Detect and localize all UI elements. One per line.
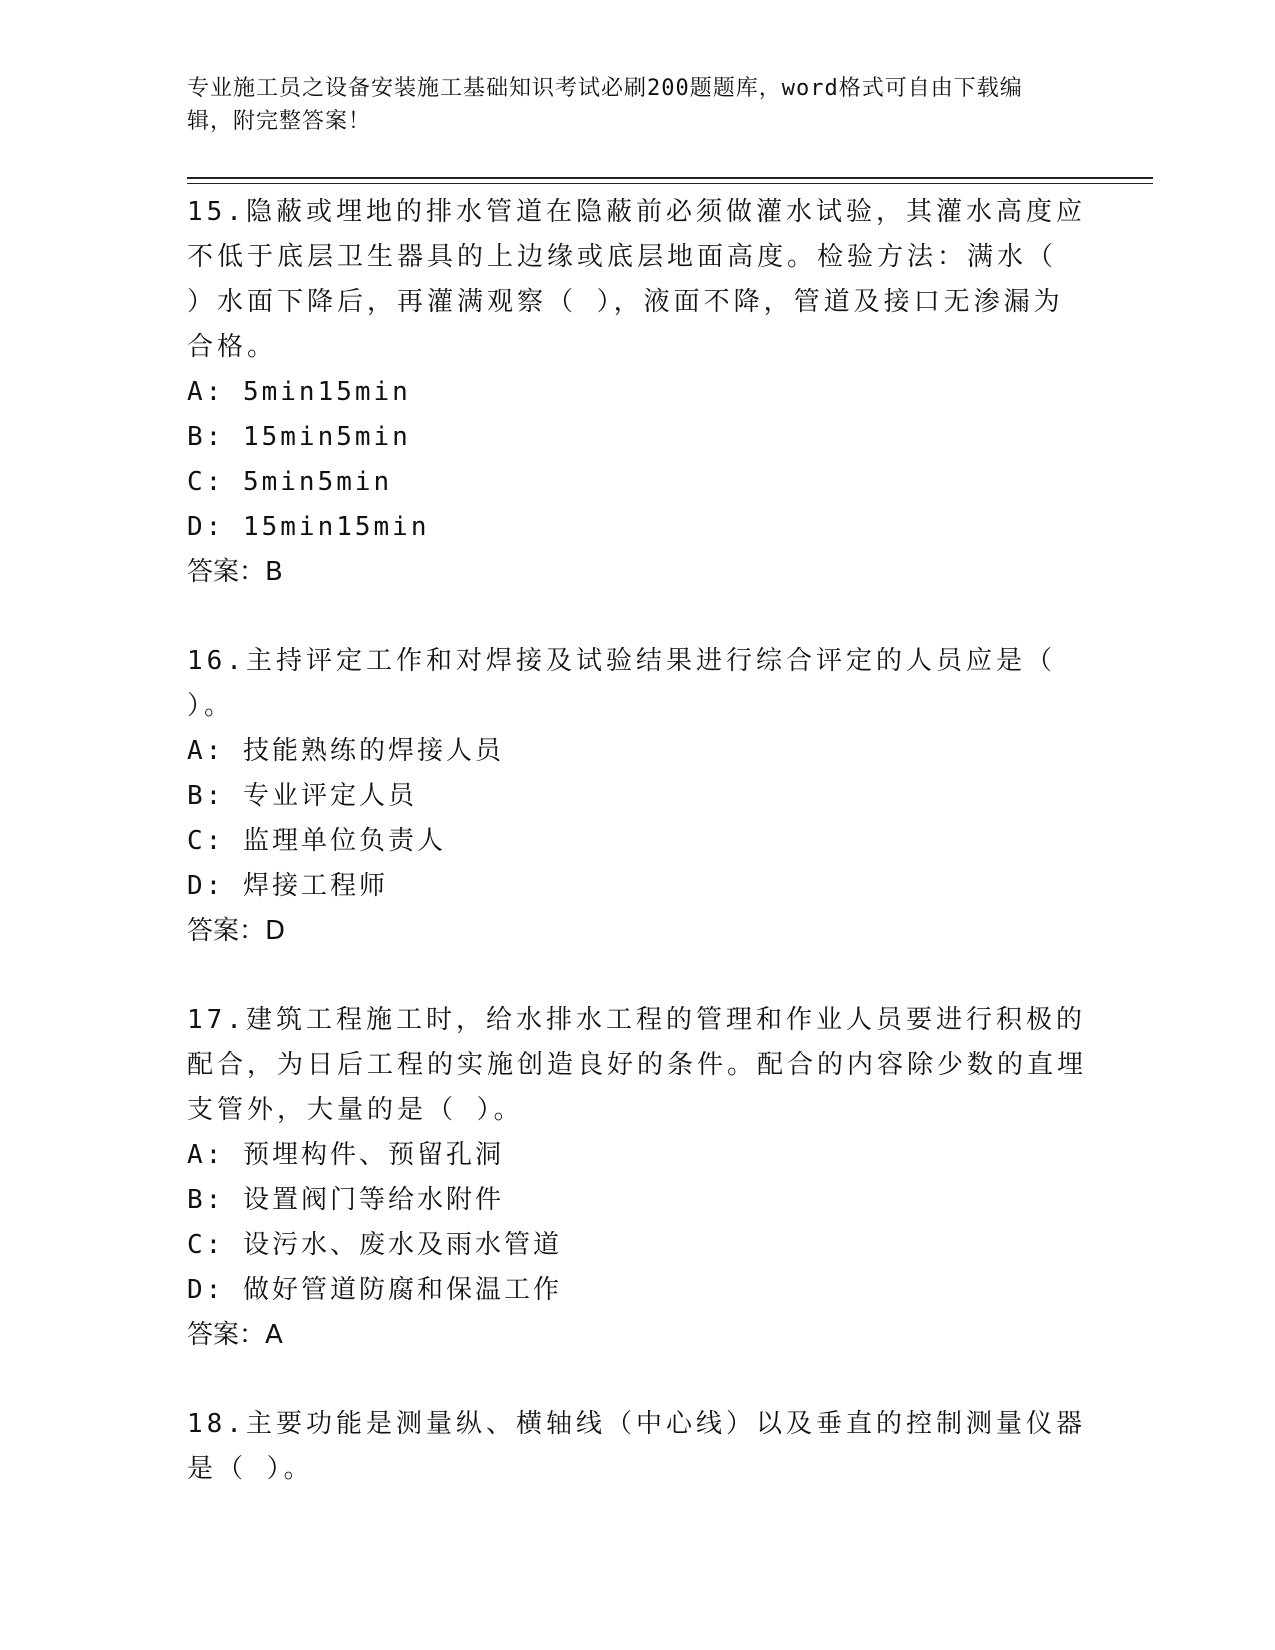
option-a: A: 预埋构件、预留孔洞 [187,1140,504,1170]
option-c: C: 监理单位负责人 [187,826,446,856]
answer: 答案：A [187,1320,283,1350]
option-b: B: 专业评定人员 [187,781,417,811]
option-c: C: 设污水、废水及雨水管道 [187,1230,562,1260]
option-b: B: 设置阀门等给水附件 [187,1185,504,1215]
question-15 [187,190,1087,595]
answer: 答案：D [187,916,286,946]
header-divider-thin [187,183,1153,184]
option-a: A: 5min15min [187,377,411,407]
question-text: 17.建筑工程施工时，给水排水工程的管理和作业人员要进行积极的配合，为日后工程的实施创造良好的条件。配合的内容除少数的直埋支管外，大量的是（ ）。 [187,1005,1088,1125]
document-header: 专业施工员之设备安装施工基础知识考试必刷200题题库，word格式可自由下载编辑，附完整答案！ [187,76,1023,134]
option-d: D: 15min15min [187,512,430,542]
question-18 [187,1402,1087,1492]
answer: 答案：B [187,557,283,587]
option-d: D: 做好管道防腐和保温工作 [187,1275,562,1305]
header-divider-thick [187,177,1153,179]
option-c: C: 5min5min [187,467,393,497]
question-16 [187,639,1087,954]
option-d: D: 焊接工程师 [187,871,388,901]
question-17 [187,998,1087,1358]
question-list [187,190,1087,1492]
question-text: 16.主持评定工作和对焊接及试验结果进行综合评定的人员应是（ ）。 [187,646,1056,721]
question-text: 15.隐蔽或埋地的排水管道在隐蔽前必须做灌水试验，其灌水高度应不低于底层卫生器具的上边缘或底层地面高度。检验方法：满水（ ）水面下降后，再灌满观察（ ），液面不降，管道及接口无渗漏为合格。 [187,197,1086,362]
option-b: B: 15min5min [187,422,411,452]
option-a: A: 技能熟练的焊接人员 [187,736,504,766]
question-text: 18.主要功能是测量纵、横轴线（中心线）以及垂直的控制测量仪器是（ ）。 [187,1409,1086,1484]
